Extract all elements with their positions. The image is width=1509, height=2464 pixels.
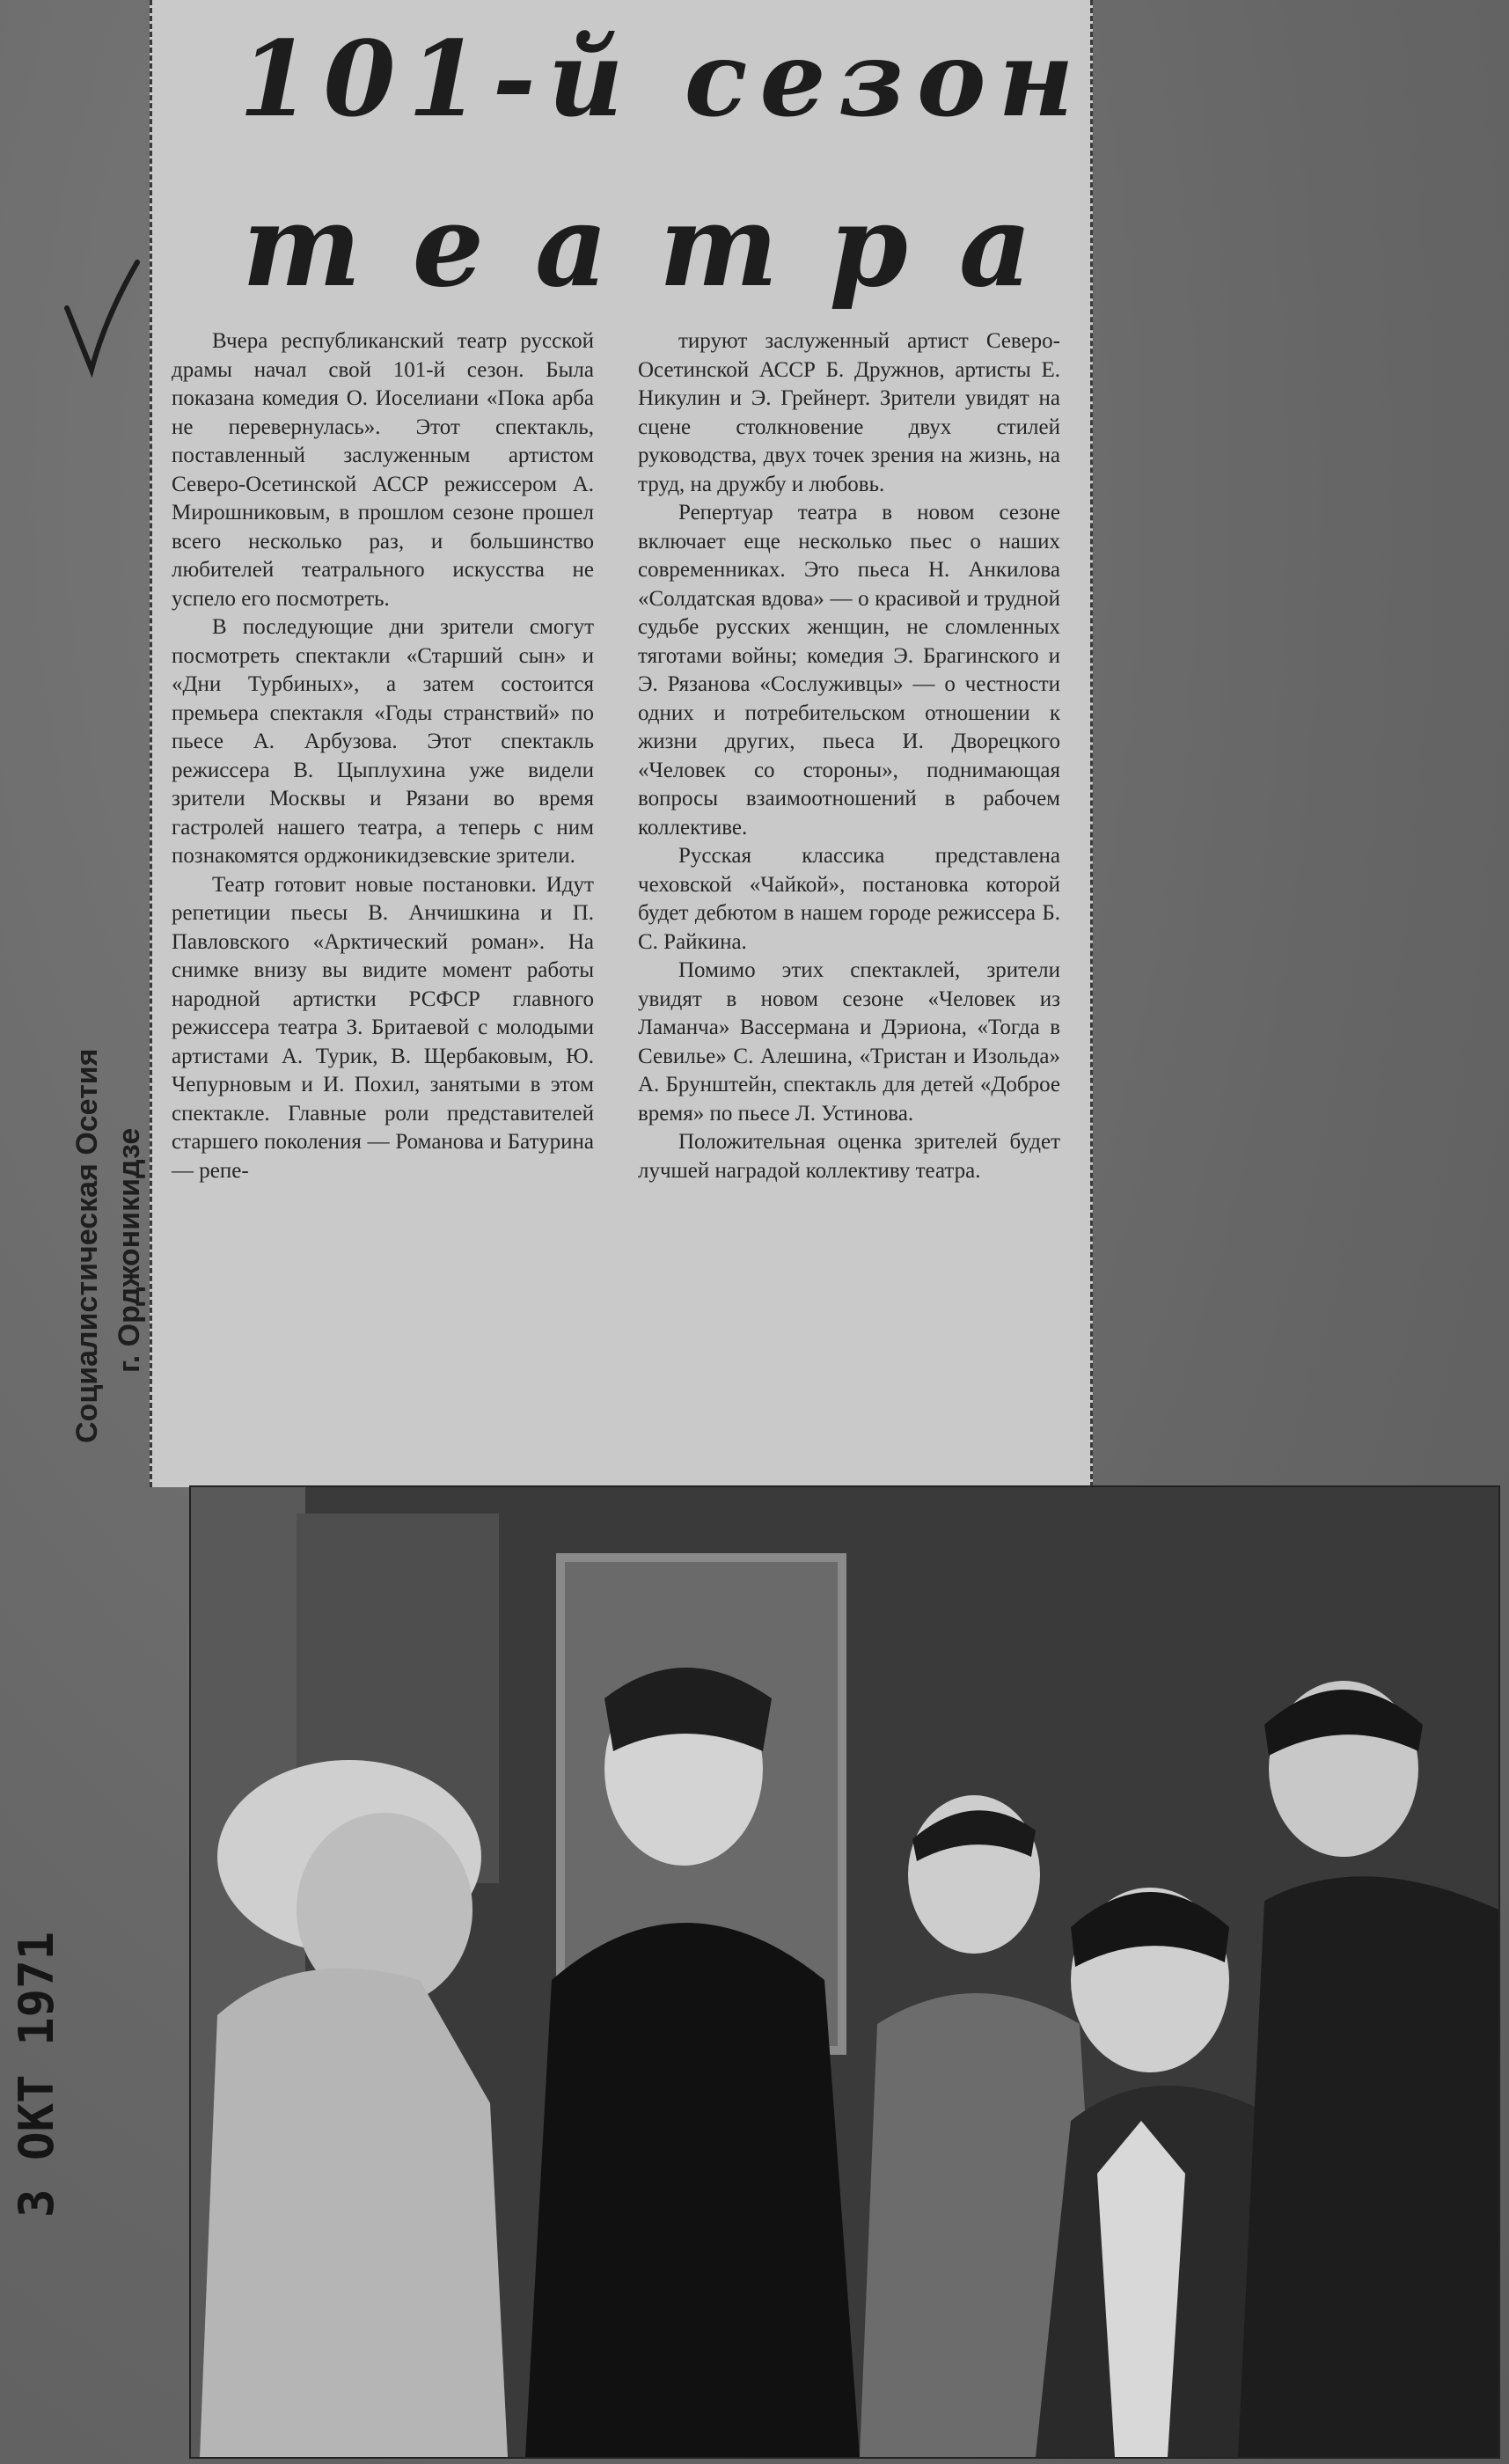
paragraph: Русская классика представлена чеховской «Чайкой», постановка которой будет дебютом в нашем городе режиссера Б. С. Райкина. bbox=[638, 844, 1060, 954]
rehearsal-photo bbox=[189, 1485, 1500, 2459]
paragraph: Репертуар театра в новом сезоне включает еще несколько пьес о наших современниках. Это пьеса Н. Анкилова «Солдатская вдова» — о красивой и трудной судьбе русских женщин, не сломленных тяготами войны; комедия Э. Брагинского и Э. Рязанова «Сослуживцы» — о честности одних и потребительском отношении к жизни других, пьеса И. Дворецкого «Человек со стороны», поднимающая вопросы взаимоотношений в рабочем коллективе. bbox=[638, 501, 1060, 840]
checkmark-icon bbox=[62, 255, 141, 378]
headline-line-1: 101-й сезон bbox=[238, 18, 1087, 140]
article-column-left bbox=[172, 327, 594, 1185]
paragraph: тируют заслуженный артист Северо-Осетинской АССР Б. Дружнов, артисты Е. Никулин и Э. Грейнерт. Зрители увидят на сцене столкновение двух стилей руководства, двух точек зрения на жизнь, на труд, на дружбу и любовь. bbox=[638, 329, 1060, 496]
city-name: г. Орджоникидзе bbox=[113, 1127, 146, 1373]
paragraph: Помимо этих спектаклей, зрители увидят в новом сезоне «Человек из Ламанча» Вассермана и Дэриона, «Тогда в Севилье» С. Алешина, «Тристан и Изольда» А. Брунштейн, спектакль для детей «Доброе время» по пьесе Л. Устинова. bbox=[638, 958, 1060, 1126]
paragraph: В последующие дни зрители смогут посмотреть спектакли «Старший сын» и «Дни Турбиных», а затем состоится премьера спектакля «Годы странствий» по пьесе А. Арбузова. Этот спектакль режиссера В. Цыплухина уже видели зрители Москвы и Рязани во время гастролей нашего театра, а теперь с ним познакомятся орджоникидзевские зрители. bbox=[172, 615, 594, 868]
paragraph: Театр готовит новые постановки. Идут репетиции пьесы В. Анчишкина и П. Павловского «Арктический роман». На снимке внизу вы видите момент работы народной артистки РСФСР главного режиссера театра З. Бритаевой с молодыми артистами А. Турик, В. Щербаковым, Ю. Чепурновым и И. Похил, занятыми в этом спектакле. Главные роли представителей старшего поколения — Романова и Батурина — репе- bbox=[172, 872, 594, 1183]
headline-line-2: театра bbox=[242, 180, 1083, 312]
photo-illustration bbox=[191, 1487, 1498, 2457]
article-column-right bbox=[638, 327, 1060, 1185]
paragraph: Вчера республиканский театр русской драмы начал свой 101-й сезон. Была показана комедия О. Иоселиани «Пока арба не перевернулась». Этот спектакль, поставленный заслуженным артистом Северо-Осетинской АССР режиссером А. Мирошниковым, в прошлом сезоне прошел всего несколько раз, и большинство любителей театрального искусства не успело его посмотреть. bbox=[172, 329, 594, 611]
date-stamp: 3 ОКТ 1971 bbox=[9, 1931, 64, 2218]
newspaper-name: Социалистическая Осетия bbox=[70, 1048, 104, 1443]
paragraph: Положительная оценка зрителей будет лучшей наградой коллективу театра. bbox=[638, 1130, 1060, 1183]
